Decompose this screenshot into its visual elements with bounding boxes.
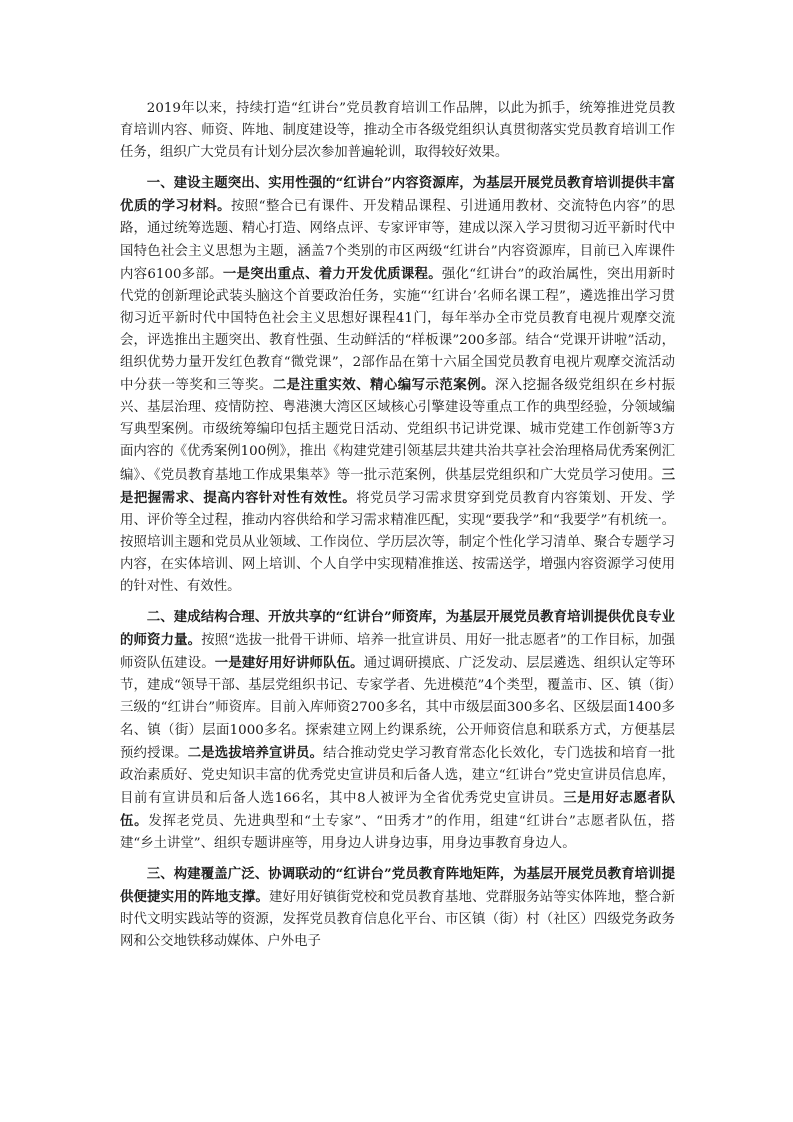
paragraph-text: 深入挖掘各级党组织在乡村振兴、基层治理、疫情防控、粤港澳大湾区区域核心引擎建设等重点工作的典型经验，分领域编写典型案例。市级统筹编印包括主题党日活动、党组织书记讲党课、城市党建工作创新等3方面内容的《优秀案例100例》，推出《构建党建引领基层共建共治共享社会治理格局优秀案例汇编》、《党员教育基地工作成果集萃》等一批示范案例，供基层党组织和广大党员学习使用。: [120, 378, 676, 483]
paragraph-intro: [120, 98, 675, 164]
subheading: 三是用好志愿者队伍。: [120, 789, 676, 829]
subheading: 二是注重实效、精心编写示范案例。: [272, 377, 495, 394]
paragraph-text: 建好用好镇街党校和党员教育基地、党群服务站等实体阵地，整合新时代文明实践站等的资源，发挥党员教育信息化平台、市区镇（街）村（社区）四级党务政务网和公交地铁移动媒体、户外电子: [120, 890, 676, 950]
section-heading: 三、构建覆盖广泛、协调联动的“红讲台”党员教育阵地矩阵，为基层开展党员教育培训提供便捷实用的阵地支撑。: [120, 866, 675, 906]
subheading: 一是建好用好讲师队伍。: [214, 655, 364, 672]
paragraph-text: 2019年以来，持续打造“红讲台”党员教育培训工作品牌，以此为抓手，统筹推进党员教育培训内容、师资、阵地、制度建设等，推动全市各级党组织认真贯彻落实党员教育培训工作任务，组织广大党员有计划分层次参加普遍轮训，取得较好效果。: [120, 101, 675, 161]
paragraph-section-2: [120, 606, 675, 855]
paragraph-text: 将党员学习需求贯穿到党员教育内容策划、开发、学用、评价等全过程，推动内容供给和学习需求精准匹配，实现“要我学”和“我要学”有机统一。按照培训主题和党员从业领域、工作岗位、学历层次等，制定个性化学习清单、聚合专题学习内容，在实体培训、网上培训、个人自学中实现精准推送、按需送学，增强内容资源学习使用的针对性、有效性。: [120, 490, 676, 594]
paragraph-text: 按照“选拔一批骨干讲师、培养一批宣讲员、用好一批志愿者”的工作目标，加强师资队伍建设。: [120, 633, 675, 672]
paragraph-section-3: [120, 863, 675, 953]
subheading: 二是选拔培养宣讲员。: [187, 744, 324, 761]
section-heading: 二、建成结构合理、开放共享的“红讲台”师资库，为基层开展党员教育培训提供优良专业的师资力量。: [120, 609, 675, 649]
paragraph-text: 强化“红讲台”的政治属性，突出用新时代党的创新理论武装头脑这个首要政治任务，实施“‘红讲台’名师名课工程”，遴选推出学习贯彻习近平新时代中国特色社会主义思想好课程41门，每年举办全市党员教育电视片观摩交流会，评选推出主题突出、教育性强、生动鲜活的“样板课”200多部。结合“党课开讲啦”活动，组织优势力量开发红色教育“微党课”，2部作品在第十六届全国党员教育电视片观摩交流活动中分获一等奖和三等奖。: [120, 266, 675, 394]
subheading: 三是把握需求、提高内容针对性有效性。: [120, 466, 675, 506]
section-heading: 一、建设主题突出、实用性强的“红讲台”内容资源库，为基层开展党员教育培训提供丰富优质的学习材料。: [120, 175, 675, 215]
document-body: [120, 98, 675, 961]
paragraph-text: 按照“整合已有课件、开发精品课程、引进通用教材、交流特色内容”的思路，通过统筹选题、精心打造、网络点评、专家评审等，建成以深入学习贯彻习近平新时代中国特色社会主义思想为主题，涵盖7个类别的市区两级“红讲台”内容资源库，目前已入库课件内容6100多部。: [120, 199, 675, 282]
paragraph-text: 结合推动党史学习教育常态化长效化，专门选拔和培育一批政治素质好、党史知识丰富的优秀党史宣讲员和后备人选，建立“红讲台”党史宣讲员信息库，目前有宣讲员和后备人选166名，其中8人被评为全省优秀党史宣讲员。: [120, 745, 676, 806]
paragraph-section-1: [120, 172, 675, 598]
paragraph-text: 通过调研摸底、广泛发动、层层遴选、组织认定等环节，建成“领导干部、基层党组织书记、专家学者、先进模范”4个类型，覆盖市、区、镇（街）三级的“红讲台”师资库。目前入库师资2700多名，其中市级层面300多名、区级层面1400多名、镇（街）层面1000多名。探索建立网上约课系统，公开师资信息和联系方式，方便基层预约授课。: [120, 656, 676, 761]
subheading: 一是突出重点、着力开发优质课程。: [222, 265, 442, 282]
paragraph-text: 发挥老党员、先进典型和“土专家”、“田秀才”的作用，组建“红讲台”志愿者队伍，搭建“乡土讲堂”、组织专题讲座等，用身边人讲身边事，用身边事教育身边人。: [120, 813, 676, 851]
